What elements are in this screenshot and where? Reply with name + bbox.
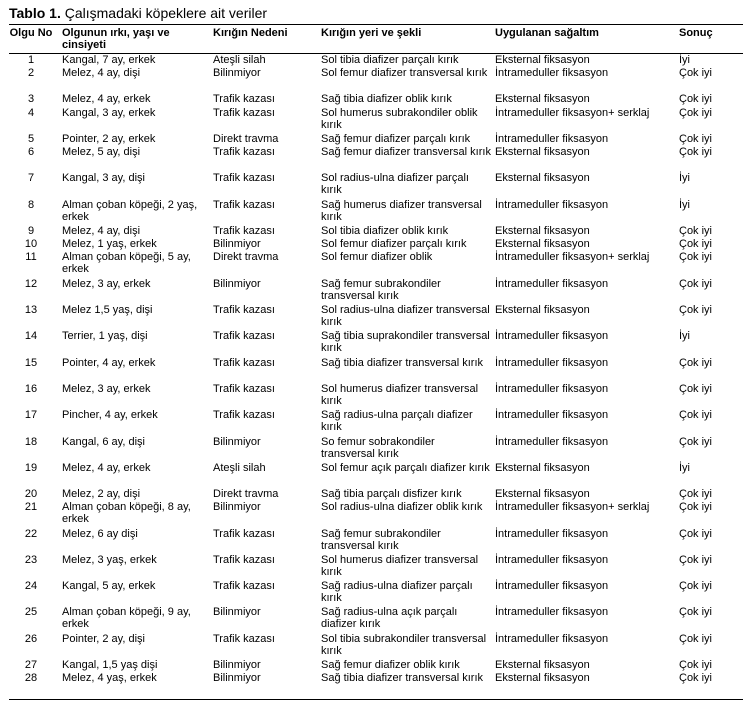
cell-result: Çok iyi: [679, 382, 713, 395]
table-row: [9, 462, 743, 488]
cell-breed-age-sex: Pointer, 4 ay, erkek: [62, 356, 156, 369]
cell-treatment: İntrameduller fiksasyon: [495, 356, 609, 369]
cell-case-no: 5: [27, 132, 35, 145]
cell-breed-age-sex: Kangal, 7 ay, erkek: [62, 54, 156, 66]
cell-treatment: Eksternal fiksasyon: [495, 93, 590, 106]
cell-case-no: 20: [24, 488, 38, 501]
cell-case-no: 3: [27, 93, 35, 106]
cell-fracture-cause: Bilinmiyor: [213, 606, 261, 619]
cell-breed-age-sex: Pointer, 2 ay, dişi: [62, 632, 145, 645]
cell-fracture-location: Sağ tibia diafizer oblik kırık: [321, 93, 452, 106]
cell-result: Çok iyi: [679, 225, 713, 238]
cell-fracture-cause: Trafik kazası: [213, 198, 275, 211]
cell-result: Çok iyi: [679, 553, 713, 566]
cell-treatment: İntrameduller fiksasyon+ serklaj: [495, 501, 650, 514]
cell-treatment: İntrameduller fiksasyon: [495, 132, 609, 145]
cell-case-no: 10: [24, 238, 38, 251]
table-row: [9, 580, 743, 606]
cell-breed-age-sex: Melez, 4 ay, erkek: [62, 461, 151, 474]
cell-breed-age-sex: Melez, 1 yaş, erkek: [62, 238, 157, 251]
cell-treatment: İntrameduller fiksasyon: [495, 580, 609, 593]
cell-treatment: İntrameduller fiksasyon: [495, 277, 609, 290]
cell-treatment: Eksternal fiksasyon: [495, 304, 590, 317]
table-row: [9, 383, 743, 409]
cell-fracture-location: Sol tibia diafizer parçalı kırık: [321, 54, 459, 66]
cell-fracture-location: So femur sobrakondiler transversal kırık: [321, 435, 435, 460]
cell-fracture-location: Sol tibia subrakondiler transversal kırık: [321, 632, 487, 657]
cell-result: Çok iyi: [679, 106, 713, 119]
table-row: [9, 172, 743, 198]
cell-result: Çok iyi: [679, 672, 713, 685]
cell-result: Çok iyi: [679, 356, 713, 369]
table-body: [9, 54, 743, 699]
cell-case-no: 1: [27, 54, 35, 66]
cell-treatment: İntrameduller fiksasyon+ serklaj: [495, 251, 650, 264]
cell-treatment: Eksternal fiksasyon: [495, 54, 590, 66]
cell-fracture-cause: Ateşli silah: [213, 54, 266, 66]
cell-fracture-location: Sol radius-ulna diafizer transversal kırık: [321, 304, 490, 329]
cell-fracture-cause: Bilinmiyor: [213, 659, 261, 672]
cell-breed-age-sex: Kangal, 1,5 yaş dişi: [62, 659, 158, 672]
header-breed-age-sex: Olgunun ırkı, yaşı ve cinsiyeti: [62, 27, 170, 51]
cell-fracture-cause: Bilinmiyor: [213, 238, 261, 251]
table-row: [9, 633, 743, 659]
cell-treatment: Eksternal fiksasyon: [495, 488, 590, 501]
table-row: [9, 225, 743, 238]
cell-fracture-location: Sol radius-ulna diafizer parçalı kırık: [321, 172, 469, 197]
table-header-row: [9, 25, 743, 54]
cell-result: Çok iyi: [679, 501, 713, 514]
cell-fracture-location: Sağ radius-ulna diafizer parçalı kırık: [321, 580, 473, 605]
table-row: [9, 107, 743, 133]
cell-breed-age-sex: Terrier, 1 yaş, dişi: [62, 330, 148, 343]
cell-result: İyi: [679, 54, 690, 66]
cell-fracture-location: Sol femur diafizer transversal kırık: [321, 67, 488, 80]
cell-fracture-location: Sol humerus subrakondiler oblik kırık: [321, 106, 478, 131]
cell-case-no: 28: [24, 672, 38, 685]
cell-breed-age-sex: Melez 1,5 yaş, dişi: [62, 304, 153, 317]
table-row: [9, 606, 743, 632]
cell-case-no: 7: [27, 172, 35, 185]
cell-fracture-cause: Trafik kazası: [213, 527, 275, 540]
cell-fracture-cause: Trafik kazası: [213, 356, 275, 369]
cell-case-no: 25: [24, 606, 38, 619]
cell-breed-age-sex: Kangal, 3 ay, erkek: [62, 106, 156, 119]
cell-fracture-location: Sol femur açık parçalı diafizer kırık: [321, 461, 490, 474]
table-row: [9, 330, 743, 356]
cell-fracture-cause: Direkt travma: [213, 132, 279, 145]
cell-breed-age-sex: Pointer, 2 ay, erkek: [62, 132, 156, 145]
cell-result: Çok iyi: [679, 93, 713, 106]
cell-fracture-cause: Bilinmiyor: [213, 277, 261, 290]
cell-treatment: Eksternal fiksasyon: [495, 225, 590, 238]
cell-treatment: İntrameduller fiksasyon: [495, 632, 609, 645]
cell-fracture-location: Sağ femur subrakondiler transversal kırık: [321, 277, 441, 302]
cell-fracture-location: Sağ tibia parçalı disfizer kırık: [321, 488, 462, 501]
cell-breed-age-sex: Melez, 3 ay, erkek: [62, 277, 151, 290]
cell-breed-age-sex: Melez, 2 ay, dişi: [62, 488, 141, 501]
cell-fracture-cause: Bilinmiyor: [213, 67, 261, 80]
cell-breed-age-sex: Melez, 3 ay, erkek: [62, 382, 151, 395]
cell-case-no: 16: [24, 382, 38, 395]
cell-fracture-cause: Bilinmiyor: [213, 501, 261, 514]
cell-treatment: Eksternal fiksasyon: [495, 146, 590, 159]
header-fracture-location: Kırığın yeri ve şekli: [321, 27, 422, 39]
table-row: [9, 488, 743, 501]
cell-case-no: 26: [24, 632, 38, 645]
cell-fracture-cause: Trafik kazası: [213, 146, 275, 159]
cell-breed-age-sex: Alman çoban köpeği, 9 ay, erkek: [62, 606, 191, 631]
cell-fracture-cause: Bilinmiyor: [213, 435, 261, 448]
table-row: [9, 199, 743, 225]
cell-result: İyi: [679, 330, 690, 343]
cell-case-no: 21: [24, 501, 38, 514]
cell-breed-age-sex: Kangal, 5 ay, erkek: [62, 580, 156, 593]
cell-case-no: 8: [27, 198, 35, 211]
cell-result: Çok iyi: [679, 132, 713, 145]
cell-case-no: 14: [24, 330, 38, 343]
table-row: [9, 251, 743, 277]
cell-fracture-location: Sağ femur diafizer oblik kırık: [321, 659, 460, 672]
table-caption: [9, 5, 267, 21]
cell-case-no: 9: [27, 225, 35, 238]
table-row: [9, 133, 743, 146]
cell-treatment: Eksternal fiksasyon: [495, 172, 590, 185]
cell-treatment: İntrameduller fiksasyon: [495, 527, 609, 540]
cell-fracture-location: Sağ femur diafizer parçalı kırık: [321, 132, 471, 145]
cell-treatment: Eksternal fiksasyon: [495, 659, 590, 672]
cell-breed-age-sex: Alman çoban köpeği, 2 yaş, erkek: [62, 198, 198, 223]
cell-treatment: İntrameduller fiksasyon: [495, 382, 609, 395]
cell-result: Çok iyi: [679, 435, 713, 448]
table-row: [9, 528, 743, 554]
cell-fracture-location: Sağ femur subrakondiler transversal kırık: [321, 527, 441, 552]
cell-case-no: 19: [24, 461, 38, 474]
cell-treatment: İntrameduller fiksasyon: [495, 606, 609, 619]
table-row: [9, 278, 743, 304]
cell-case-no: 12: [24, 277, 38, 290]
table-row: [9, 659, 743, 672]
cell-treatment: İntrameduller fiksasyon: [495, 67, 609, 80]
table-row: [9, 436, 743, 462]
cell-breed-age-sex: Melez, 4 ay, dişi: [62, 225, 141, 238]
cell-treatment: Eksternal fiksasyon: [495, 461, 590, 474]
cell-fracture-cause: Trafik kazası: [213, 330, 275, 343]
cell-fracture-cause: Bilinmiyor: [213, 672, 261, 685]
table-row: [9, 304, 743, 330]
cell-case-no: 6: [27, 146, 35, 159]
cell-fracture-location: Sağ tibia suprakondiler transversal kırık: [321, 330, 490, 355]
cell-case-no: 4: [27, 106, 35, 119]
cell-treatment: İntrameduller fiksasyon: [495, 435, 609, 448]
cell-fracture-cause: Trafik kazası: [213, 553, 275, 566]
cell-case-no: 2: [27, 67, 35, 80]
cell-fracture-location: Sol radius-ulna diafizer oblik kırık: [321, 501, 483, 514]
cell-result: İyi: [679, 461, 690, 474]
cell-treatment: İntrameduller fiksasyon: [495, 553, 609, 566]
cell-breed-age-sex: Melez, 4 yaş, erkek: [62, 672, 157, 685]
table-caption-label: Tablo 1.: [9, 5, 61, 21]
cell-case-no: 24: [24, 580, 38, 593]
header-treatment: Uygulanan sağaltım: [495, 27, 599, 39]
cell-breed-age-sex: Kangal, 3 ay, dişi: [62, 172, 145, 185]
cell-result: Çok iyi: [679, 251, 713, 264]
cell-fracture-location: Sağ humerus diafizer transversal kırık: [321, 198, 482, 223]
cell-fracture-cause: Trafik kazası: [213, 580, 275, 593]
table-row: [9, 672, 743, 698]
cell-result: Çok iyi: [679, 632, 713, 645]
cell-fracture-cause: Trafik kazası: [213, 304, 275, 317]
cell-treatment: Eksternal fiksasyon: [495, 238, 590, 251]
cell-treatment: İntrameduller fiksasyon: [495, 198, 609, 211]
table-caption-text: Çalışmadaki köpeklere ait veriler: [60, 5, 268, 21]
cell-fracture-location: Sağ femur diafizer transversal kırık: [321, 146, 491, 159]
cell-fracture-cause: Trafik kazası: [213, 382, 275, 395]
cell-fracture-location: Sol tibia diafizer oblik kırık: [321, 225, 449, 238]
table-row: [9, 357, 743, 383]
table-row: [9, 67, 743, 93]
data-table: [9, 24, 743, 700]
header-fracture-cause: Kırığın Nedeni: [213, 27, 288, 39]
cell-result: Çok iyi: [679, 580, 713, 593]
cell-fracture-location: Sağ tibia diafizer transversal kırık: [321, 672, 484, 685]
cell-treatment: Eksternal fiksasyon: [495, 672, 590, 685]
cell-fracture-location: Sol humerus diafizer transversal kırık: [321, 382, 479, 407]
cell-fracture-cause: Trafik kazası: [213, 409, 275, 422]
cell-treatment: İntrameduller fiksasyon: [495, 409, 609, 422]
cell-case-no: 18: [24, 435, 38, 448]
table-row: [9, 238, 743, 251]
cell-breed-age-sex: Melez, 6 ay dişi: [62, 527, 138, 540]
cell-fracture-cause: Direkt travma: [213, 251, 279, 264]
cell-result: Çok iyi: [679, 409, 713, 422]
cell-case-no: 15: [24, 356, 38, 369]
table-row: [9, 554, 743, 580]
table-row: [9, 93, 743, 106]
cell-breed-age-sex: Alman çoban köpeği, 5 ay, erkek: [62, 251, 191, 276]
cell-fracture-location: Sağ radius-ulna parçalı diafizer kırık: [321, 409, 473, 434]
cell-treatment: İntrameduller fiksasyon: [495, 330, 609, 343]
cell-case-no: 13: [24, 304, 38, 317]
table-row: [9, 501, 743, 527]
cell-breed-age-sex: Pincher, 4 ay, erkek: [62, 409, 158, 422]
cell-fracture-location: Sol femur diafizer oblik: [321, 251, 433, 264]
cell-result: Çok iyi: [679, 146, 713, 159]
table-row: [9, 54, 743, 67]
cell-result: Çok iyi: [679, 304, 713, 317]
cell-result: İyi: [679, 198, 690, 211]
cell-fracture-cause: Trafik kazası: [213, 93, 275, 106]
cell-breed-age-sex: Melez, 3 yaş, erkek: [62, 553, 157, 566]
cell-result: Çok iyi: [679, 277, 713, 290]
cell-result: Çok iyi: [679, 238, 713, 251]
cell-fracture-cause: Trafik kazası: [213, 106, 275, 119]
cell-case-no: 11: [25, 251, 37, 264]
cell-result: İyi: [679, 172, 690, 185]
cell-breed-age-sex: Kangal, 6 ay, dişi: [62, 435, 145, 448]
cell-case-no: 22: [24, 527, 38, 540]
cell-fracture-location: Sol femur diafizer parçalı kırık: [321, 238, 467, 251]
table-row: [9, 146, 743, 172]
cell-fracture-cause: Trafik kazası: [213, 632, 275, 645]
cell-fracture-cause: Ateşli silah: [213, 461, 266, 474]
cell-result: Çok iyi: [679, 527, 713, 540]
cell-treatment: İntrameduller fiksasyon+ serklaj: [495, 106, 650, 119]
cell-breed-age-sex: Alman çoban köpeği, 8 ay, erkek: [62, 501, 191, 526]
header-result: Sonuç: [679, 27, 713, 39]
cell-fracture-location: Sol humerus diafizer transversal kırık: [321, 553, 479, 578]
cell-case-no: 17: [24, 409, 38, 422]
table-row: [9, 409, 743, 435]
cell-fracture-cause: Trafik kazası: [213, 225, 275, 238]
cell-result: Çok iyi: [679, 659, 713, 672]
cell-result: Çok iyi: [679, 606, 713, 619]
cell-fracture-location: Sağ radius-ulna açık parçalı diafizer kırık: [321, 606, 458, 631]
header-case-no: Olgu No: [9, 27, 53, 39]
cell-result: Çok iyi: [679, 488, 713, 501]
cell-breed-age-sex: Melez, 4 ay, dişi: [62, 67, 141, 80]
cell-breed-age-sex: Melez, 5 ay, dişi: [62, 146, 141, 159]
cell-case-no: 27: [24, 659, 38, 672]
cell-result: Çok iyi: [679, 67, 713, 80]
cell-fracture-cause: Direkt travma: [213, 488, 279, 501]
cell-fracture-location: Sağ tibia diafizer transversal kırık: [321, 356, 484, 369]
cell-fracture-cause: Trafik kazası: [213, 172, 275, 185]
cell-breed-age-sex: Melez, 4 ay, erkek: [62, 93, 151, 106]
cell-case-no: 23: [24, 553, 38, 566]
